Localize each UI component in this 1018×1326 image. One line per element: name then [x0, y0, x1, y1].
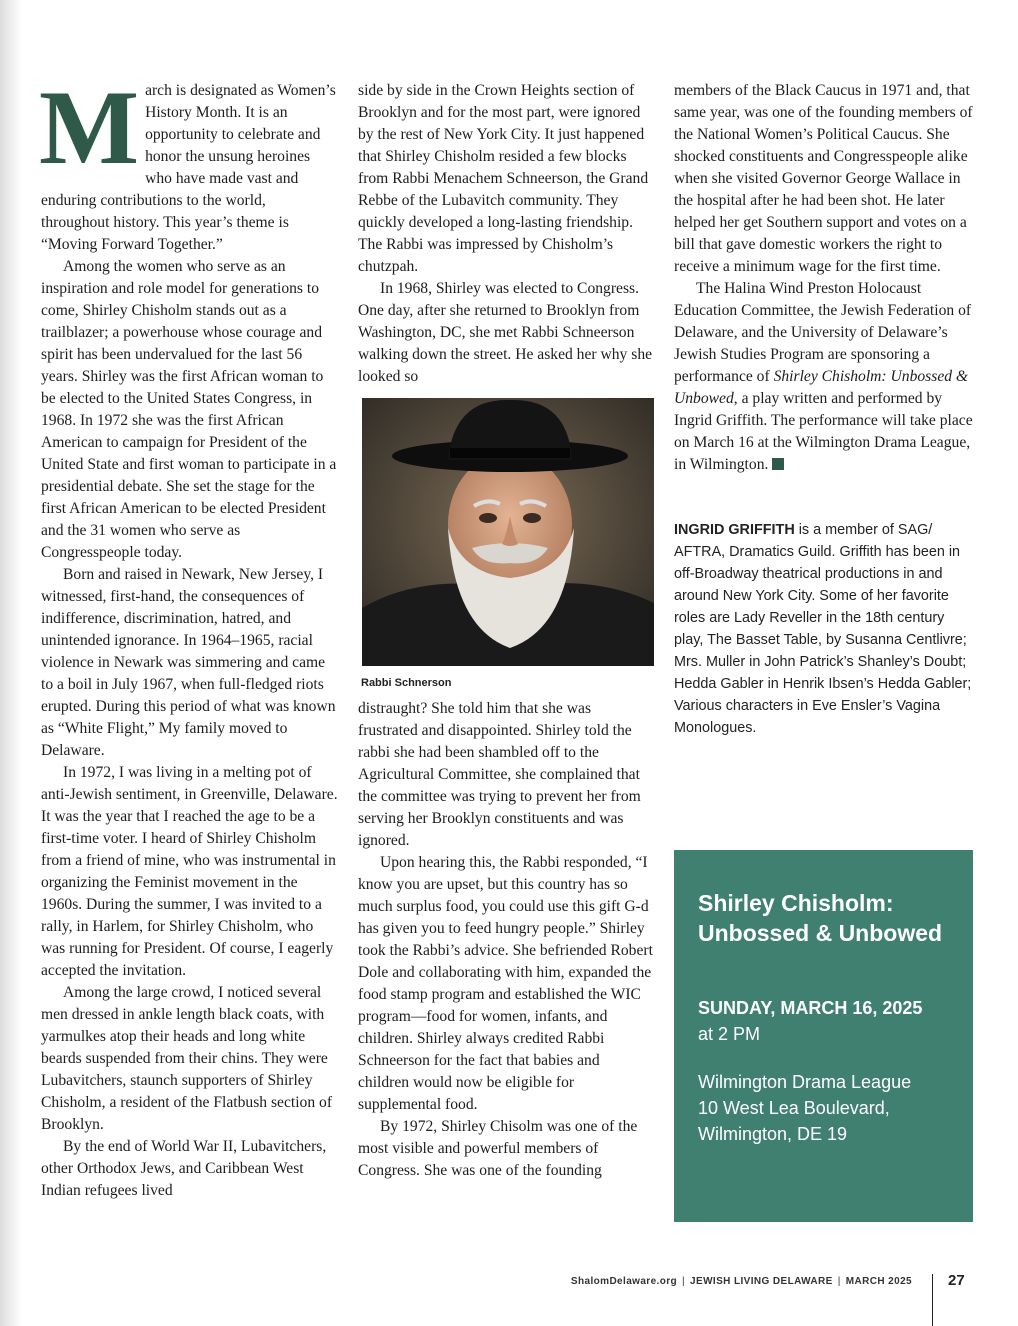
- event-venue: Wilmington Drama League: [698, 1072, 912, 1092]
- event-title: Shirley Chisholm: Unbossed & Unbowed: [698, 890, 943, 946]
- footer-site: ShalomDelaware.org: [570, 1276, 678, 1287]
- play-title: Shirley Chisholm: Unbossed & Unbowed: [674, 368, 969, 407]
- article-paragraph: In 1968, Shirley was elected to Congress. One day, after she returned to Brooklyn from Washington, DC, she met Rabbi Schneerson walking down the street. He asked her why she looked so: [358, 280, 653, 385]
- footer-issue: MARCH 2025: [845, 1276, 912, 1287]
- event-address: 10 West Lea Boulevard,: [698, 1098, 890, 1118]
- article-paragraph-final: The Halina Wind Preston Holocaust Education Committee, the Jewish Federation of Delaware, and the University of Delaware’s Jewish Studies Program are sponsoring a performance of Shirley Chisholm: Unbossed & Unbowed, a play written and performed by Ingrid Griffith. The performance will take place on March 16 at the Wilmington Drama League, in Wilmington.: [674, 280, 973, 473]
- article-paragraph: Among the large crowd, I noticed several men dressed in ankle length black coats, with yarmulkes atop their heads and long white beards suspended from their chins. They were Lubavitchers, staunch supporters of Shirley Chisholm, a resident of the Flatbush section of Brooklyn.: [41, 984, 333, 1133]
- article-paragraph: March is designated as Women’s History Month. It is an opportunity to celebrate and honor the unsung heroines who have made vast and enduring contributions to the world, throughout history. This year’s theme is “Moving Forward Together.”: [39, 69, 336, 253]
- article-paragraph: distraught? She told him that she was frustrated and disappointed. Shirley told the rabbi she had been shambled off to the Agricultural Committee, she complained that the committee was trying to prevent her from serving her Brooklyn constituents and was ignored.: [358, 700, 641, 849]
- event-date: SUNDAY, MARCH 16, 2025: [698, 998, 923, 1018]
- footer-separator: |: [682, 1276, 686, 1287]
- article-paragraph: side by side in the Crown Heights section of Brooklyn and for the most part, were ignored by the rest of New York City. It just happened that Shirley Chisholm resided a few blocks from Rabbi Menachem Schneerson, the Grand Rebbe of the Lubavitch community. They quickly developed a long-lasting friendship. The Rabbi was impressed by Chisholm’s chutzpah.: [358, 82, 649, 275]
- footer-rule: [932, 1274, 933, 1326]
- event-city: Wilmington, DE 19: [698, 1124, 848, 1144]
- event-time: at 2 PM: [698, 1024, 761, 1044]
- drop-cap: M: [39, 69, 138, 186]
- photo-caption: Rabbi Schnerson: [361, 677, 452, 689]
- author-name: INGRID GRIFFITH: [674, 522, 795, 538]
- author-bio-text: is a member of SAG/ AFTRA, Dramatics Guild. Griffith has been in off-Broadway theatrical productions in and around New York City. Some of her favorite roles are Lady Reveller in the 18th century play, The Basset Table, by Susanna Centlivre; Mrs. Muller in John Patrick’s Shanley’s Doubt; Hedda Gabler in Henrik Ibsen’s Hedda Gabler; Various characters in Eve Ensler’s Vagina Monologues.: [674, 522, 972, 736]
- article-column-2: [358, 80, 654, 1182]
- article-paragraph: Upon hearing this, the Rabbi responded, “I know you are upset, but this country has so much surplus food, you could use this gift G-d has given you to feed hungry people.” Shirley took the Rabbi’s advice. She befriended Robert Dole and collaborating with him, expanded the food stamp program and established the WIC program—food for women, infants, and children. Shirley always credited Rabbi Schneerson for the fact that babies and children would now be eligible for supplemental food.: [358, 854, 653, 1113]
- article-paragraph: In 1972, I was living in a melting pot of anti-Jewish sentiment, in Greenville, Delaware. It was the year that I reached the age to be a first-time voter. I heard of Shirley Chisholm from a friend of mine, who was instrumental in organizing the Feminist movement in the 1960s. During the summer, I was invited to a rally, in Harlem, for Shirley Chisholm, who was running for President. Of course, I eagerly accepted the invitation.: [41, 764, 338, 979]
- article-column-1: [39, 69, 338, 1202]
- article-paragraph: By the end of World War II, Lubavitchers, other Orthodox Jews, and Caribbean West Indian refugees lived: [41, 1138, 327, 1199]
- rabbi-portrait-illustration: [362, 398, 654, 666]
- article-paragraph: By 1972, Shirley Chisolm was one of the most visible and powerful members of Congress. She was one of the founding: [358, 1118, 638, 1179]
- page-footer: [571, 1276, 912, 1287]
- end-of-article-mark: [772, 458, 784, 470]
- event-info-box: [674, 850, 973, 1222]
- page-number: 27: [948, 1272, 965, 1289]
- article-column-3: [674, 80, 974, 739]
- page-edge-shadow: [0, 0, 22, 1326]
- article-paragraph: members of the Black Caucus in 1971 and, that same year, was one of the founding members of the National Women’s Political Caucus. She shocked constituents and Congresspeople alike when she visited Governor George Wallace in the hospital after he had been shot. He later helped her get Southern support and votes on a bill that gave domestic workers the right to receive a minimum wage for the first time.: [674, 82, 973, 275]
- footer-separator: |: [837, 1276, 841, 1287]
- article-paragraph: Among the women who serve as an inspiration and role model for generations to come, Shirley Chisholm stands out as a trailblazer; a powerhouse whose courage and spirit has been undervalued for the last 56 years. Shirley was the first African woman to be elected to the United States Congress, in 1968. In 1972 she was the first African American to campaign for President of the United State and first woman to participate in a presidential debate. She set the stage for the first African American to be elected President and the 31 women who serve as Congresspeople today.: [41, 258, 337, 561]
- footer-publication: JEWISH LIVING DELAWARE: [690, 1276, 833, 1287]
- author-bio: [674, 519, 974, 739]
- event-location: [698, 1069, 968, 1147]
- rabbi-photo: [362, 398, 654, 666]
- article-paragraph: Born and raised in Newark, New Jersey, I witnessed, first-hand, the consequences of indifference, discrimination, hatred, and unintended ignorance. In 1964–1965, racial violence in Newark was simmering and came to a boil in July 1967, when full-fledged riots erupted. During this period of what was known as “White Flight,” My family moved to Delaware.: [41, 566, 336, 759]
